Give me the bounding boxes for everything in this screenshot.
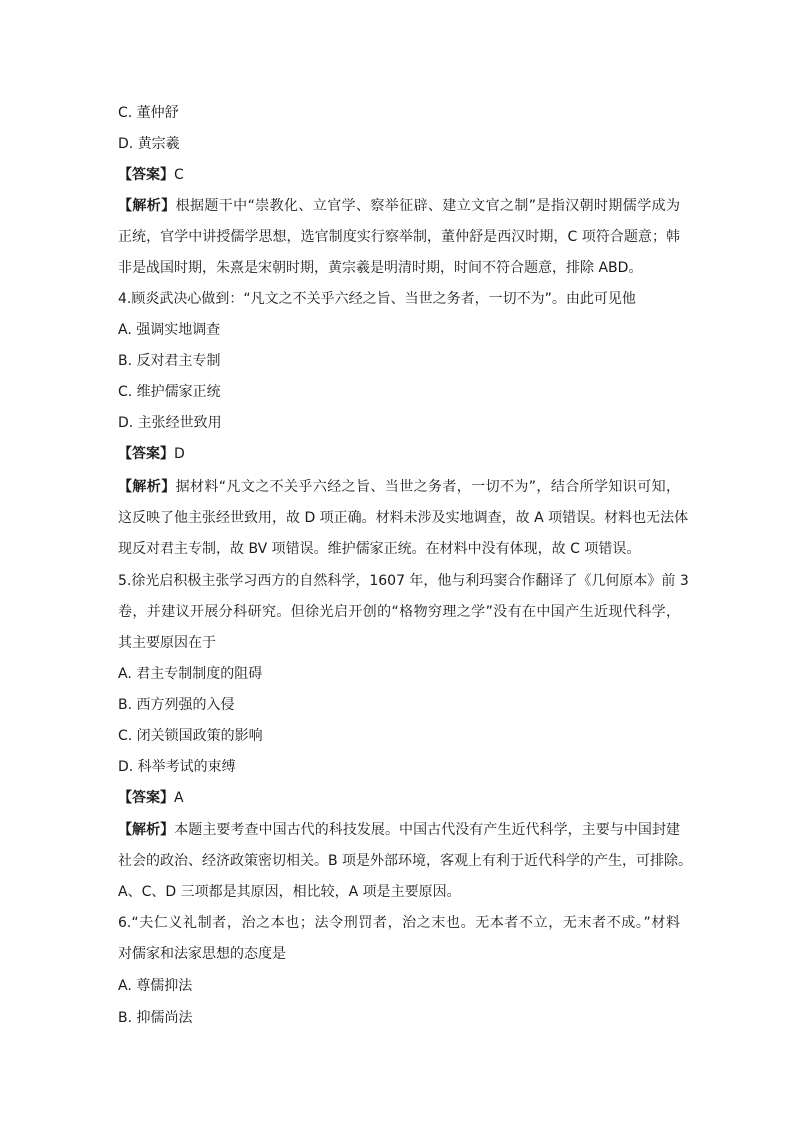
q4-stem: 4.顾炎武决心做到：“凡文之不关乎六经之旨、当世之务者，一切不为”。由此可见他 [118,291,636,307]
answer-tag: 【答案】 [118,167,174,183]
analysis-text: 据材料“凡文之不关乎六经之旨、当世之务者，一切不为”，结合所学知识可知， [175,479,680,495]
q6-stem-line-1: 6.“夫仁义礼制者，治之本也；法令刑罚者，治之末也。无本者不立，无末者不成。”材料 [118,915,680,931]
q5-option-b: B. 西方列强的入侵 [118,697,235,713]
q5-option-c: C. 闭关锁国政策的影响 [118,728,263,744]
q4-answer [118,444,680,464]
q5-analysis-line-1 [118,820,680,840]
q6-option-b: B. 抑儒尚法 [118,1010,193,1026]
q3-analysis-line-1 [118,196,680,216]
analysis-text: 根据题干中“崇教化、立官学、察举征辟、建立文官之制”是指汉朝时期儒学成为 [175,198,680,214]
q5-stem-line-3: 其主要原因在于 [118,635,216,651]
answer-tag: 【答案】 [118,446,174,462]
q5-analysis-line-2: 社会的政治、经济政策密切相关。B 项是外部环境，客观上有利于近代科学的产生，可排除。 [118,853,693,869]
q5-option-d: D. 科举考试的束缚 [118,759,236,775]
answer-value: D [174,446,185,462]
q3-answer [118,165,680,185]
q4-option-a: A. 强调实地调查 [118,322,221,338]
q5-stem-line-1: 5.徐光启积极主张学习西方的自然科学，1607 年，他与利玛窦合作翻译了《几何原本》前 3 [118,573,689,589]
q3-analysis-line-2: 正统，官学中讲授儒学思想，选官制度实行察举制，董仲舒是西汉时期，C 项符合题意；韩 [118,229,680,245]
q4-analysis-line-2: 这反映了他主张经世致用，故 D 项正确。材料未涉及实地调查，故 A 项错误。材料也无法体 [118,510,689,526]
analysis-tag: 【解析】 [118,198,176,214]
q6-stem-line-2: 对儒家和法家思想的态度是 [118,946,286,962]
q6-option-a: A. 尊儒抑法 [118,978,193,994]
q5-answer [118,788,680,808]
q4-option-c: C. 维护儒家正统 [118,384,221,400]
analysis-text: 本题主要考查中国古代的科技发展。中国古代没有产生近代科学，主要与中国封建 [174,822,681,838]
q5-analysis-line-3: A、C、D 三项都是其原因，相比较，A 项是主要原因。 [118,884,461,900]
q3-analysis-line-3: 非是战国时期，朱熹是宋朝时期，黄宗羲是明清时期，时间不符合题意，排除 ABD。 [118,260,643,276]
q5-stem-line-2: 卷，并建议开展分科研究。但徐光启开创的“格物穷理之学”没有在中国产生近现代科学， [118,604,680,620]
q4-analysis-line-1 [118,477,680,497]
q4-analysis-line-3: 现反对君主专制，故 BV 项错误。维护儒家正统。在材料中没有体现，故 C 项错误。 [118,541,641,557]
answer-value: A [174,790,184,806]
q3-option-d: D. 黄宗羲 [118,136,180,152]
answer-value: C [174,167,184,183]
q5-option-a: A. 君主专制制度的阻碍 [118,666,263,682]
analysis-tag: 【解析】 [118,479,176,495]
q4-option-b: B. 反对君主专制 [118,353,221,369]
q4-option-d: D. 主张经世致用 [118,415,222,431]
analysis-tag: 【解析】 [118,822,175,838]
q3-option-c: C. 董仲舒 [118,105,179,121]
answer-tag: 【答案】 [118,790,174,806]
